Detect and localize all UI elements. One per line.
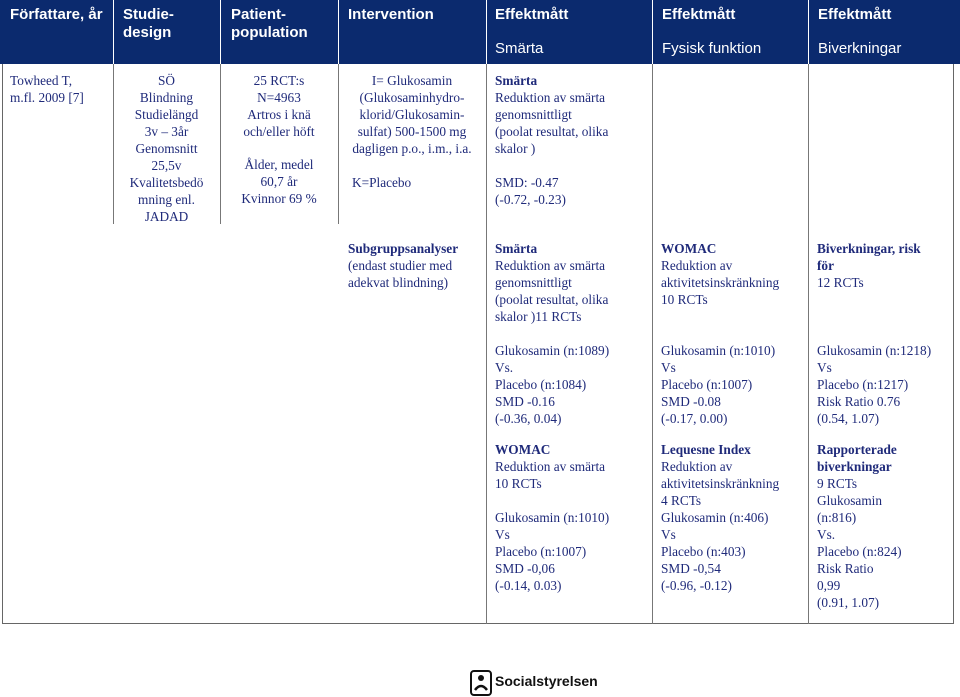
header-author: Författare, år xyxy=(10,6,103,23)
header-divider xyxy=(220,0,221,64)
population-cell-a: 25 RCT:s N=4963 Artros i knä och/eller höft xyxy=(243,73,315,139)
header-sub-function: Fysisk funktion xyxy=(662,40,762,57)
header-effect-2: Effektmått xyxy=(662,6,736,23)
header-patient-population: Patient- population xyxy=(231,6,308,41)
subgroup-womac-text: Reduktion av aktivitetsinskränkning 10 RCTs xyxy=(661,258,780,307)
lequesne-title: Lequesne Index xyxy=(661,442,751,457)
header-divider xyxy=(338,0,339,64)
lequesne-text: Reduktion av aktivitetsinskränkning 4 RCTs Glukosamin (n:406) Vs Placebo (n:403) SMD -0,54 (-0.96, -0.12) xyxy=(661,459,780,593)
header-effect-1: Effektmått xyxy=(495,6,569,23)
author-cell: Towheed T, m.fl. 2009 [7] xyxy=(10,73,84,105)
header-divider xyxy=(113,0,114,64)
reported-adverse-title: Rapporterade biverkningar xyxy=(817,442,897,474)
subgroup-womac-title: WOMAC xyxy=(661,241,717,256)
header-effect-3: Effektmått xyxy=(818,6,892,23)
intervention-cell-a: I= Glukosamin (Glukosaminhydro- klorid/Glukosamin- sulfat) 500-1500 mg dagligen p.o., i.m., i.a. xyxy=(352,73,472,156)
subgroup-pain-title: Smärta xyxy=(495,241,538,256)
pain-text: Reduktion av smärta genomsnittligt (poolat resultat, olika skalor ) xyxy=(495,90,609,156)
header-sub-pain: Smärta xyxy=(495,40,544,57)
study-design-cell: SÖ Blindning Studielängd 3v – 3år Genomsnitt 25,5v Kvalitetsbedö mning enl. JADAD xyxy=(129,73,204,224)
subgroup-adverse-title: Biverkningar, risk för xyxy=(817,241,921,273)
header-divider xyxy=(808,0,809,64)
reported-adverse-text: 9 RCTs Glukosamin (n:816) Vs. Placebo (n:824) Risk Ratio 0,99 (0.91, 1.07) xyxy=(817,476,902,610)
header-divider xyxy=(652,0,653,64)
subgroup-adverse-text: 12 RCTs xyxy=(817,275,864,290)
grid-line xyxy=(808,64,809,624)
result-function-cell: Glukosamin (n:1010) Vs Placebo (n:1007) SMD -0.08 (-0.17, 0.00) xyxy=(661,343,776,426)
womac-text: Reduktion av smärta 10 RCTs Glukosamin (n:1010) Vs Placebo (n:1007) SMD -0,06 (-0.14, 0.03) xyxy=(495,459,610,593)
result-pain-cell: Glukosamin (n:1089) Vs. Placebo (n:1084) SMD -0.16 (-0.36, 0.04) xyxy=(495,343,610,426)
subgroup-pain-text: Reduktion av smärta genomsnittligt (poolat resultat, olika skalor )11 RCTs xyxy=(495,258,609,324)
table-header xyxy=(0,0,960,64)
womac-title: WOMAC xyxy=(495,442,551,457)
header-divider xyxy=(486,0,487,64)
header-study-design: Studie- design xyxy=(123,6,174,41)
header-intervention: Intervention xyxy=(348,6,434,23)
grid-line xyxy=(486,64,487,624)
socialstyrelsen-logo-icon xyxy=(470,669,492,697)
population-cell-b: Ålder, medel 60,7 år Kvinnor 69 % xyxy=(241,157,317,206)
subgroup-text: (endast studier med adekvat blindning) xyxy=(348,258,453,290)
intervention-cell-b: K=Placebo xyxy=(352,175,412,190)
result-adverse-cell: Glukosamin (n:1218) Vs Placebo (n:1217) Risk Ratio 0.76 (0.54, 1.07) xyxy=(817,343,932,426)
subgroup-title: Subgruppsanalyser xyxy=(348,241,459,256)
socialstyrelsen-logo-text: Socialstyrelsen xyxy=(495,673,598,689)
pain-title: Smärta xyxy=(495,73,538,88)
grid-line xyxy=(652,64,653,624)
pain-smd: SMD: -0.47 (-0.72, -0.23) xyxy=(495,175,566,207)
header-sub-adverse: Biverkningar xyxy=(818,40,902,57)
